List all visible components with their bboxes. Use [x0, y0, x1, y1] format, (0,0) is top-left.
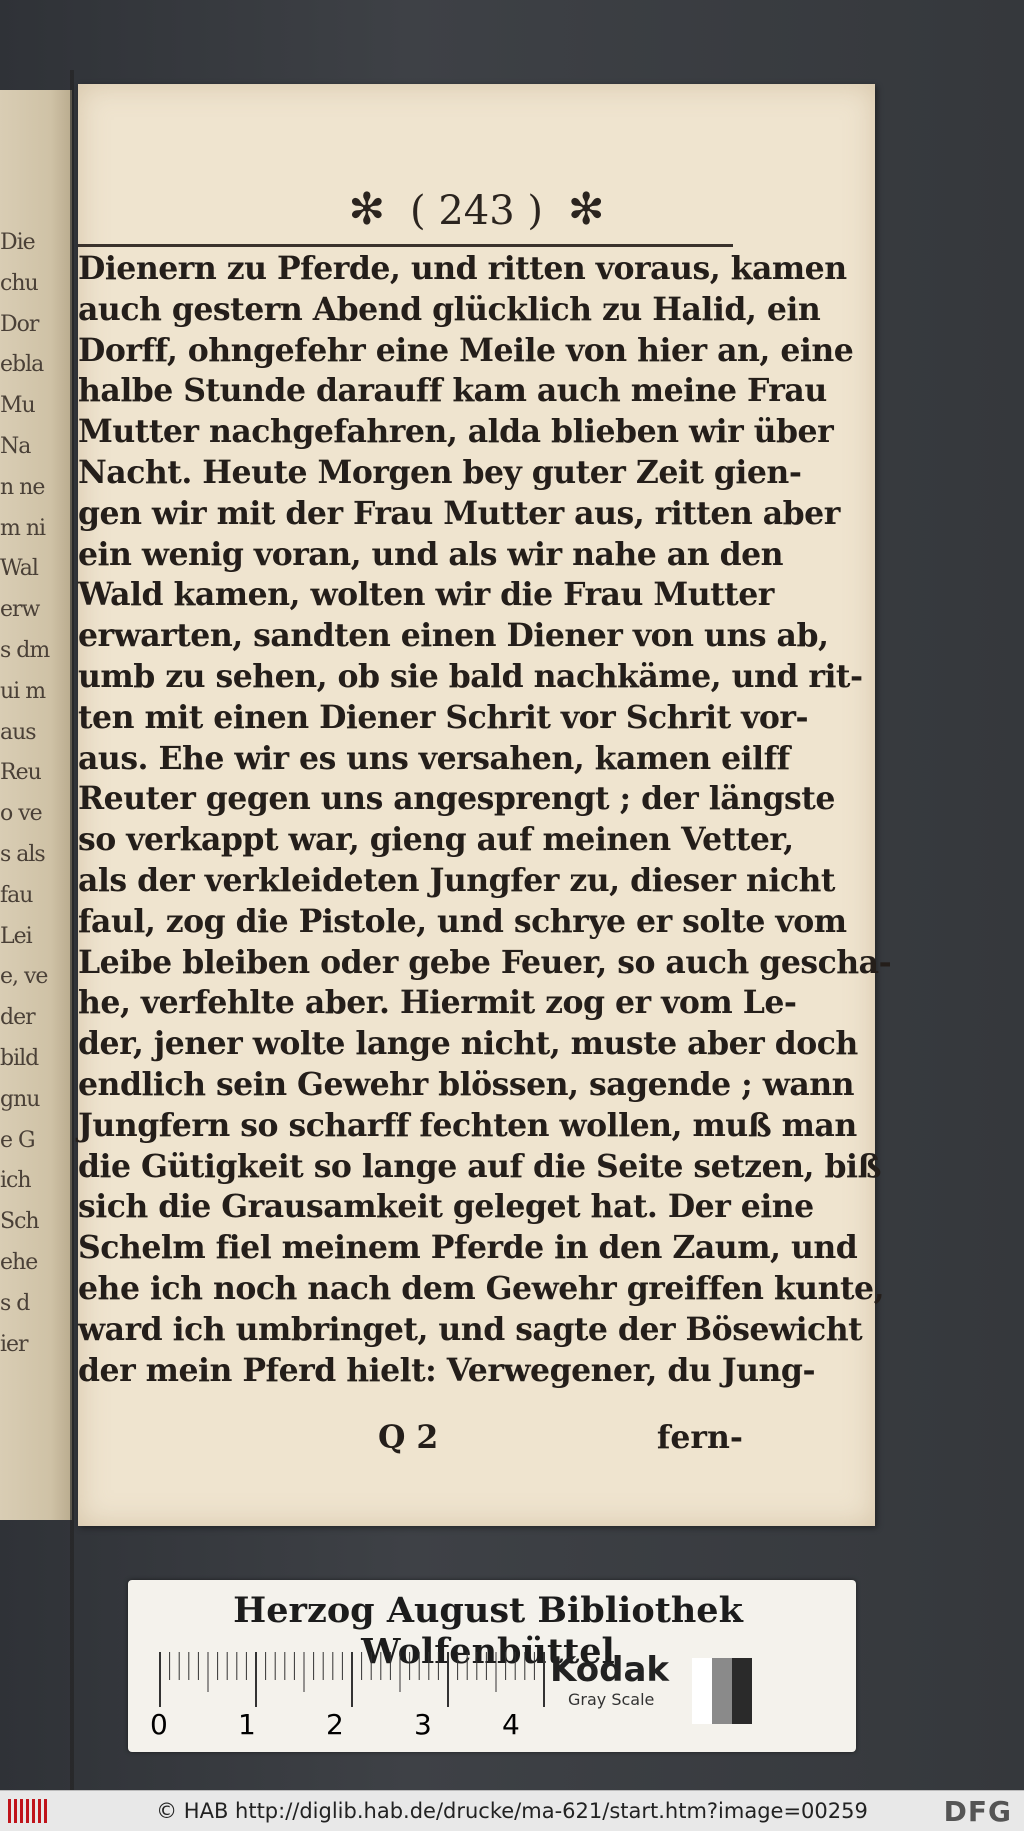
- text-line: Nacht. Heute Morgen bey guter Zeit gien-: [78, 453, 802, 491]
- text-line: umb zu sehen, ob sie bald nachkäme, und rit-: [78, 657, 863, 695]
- facing-page-fragment: s dm: [0, 638, 50, 663]
- text-line: sich die Grausamkeit geleget hat. Der eine: [78, 1188, 814, 1226]
- text-line: auch gestern Abend glücklich zu Halid, ein: [78, 290, 821, 328]
- facing-page-fragment: Lei: [0, 923, 32, 949]
- text-line: Schelm fiel meinem Pferde in den Zaum, und: [78, 1229, 858, 1267]
- gray-swatch: [732, 1658, 752, 1724]
- asterism-icon: ✻: [348, 184, 386, 235]
- gray-swatch: [712, 1658, 732, 1724]
- text-line: Dienern zu Pferde, und ritten voraus, kamen: [78, 250, 847, 287]
- facing-page-fragment: n ne: [0, 474, 45, 500]
- facing-page-fragment: fau: [0, 882, 33, 908]
- facing-page-fragment: ebla: [0, 352, 44, 378]
- facing-page-fragment: chu: [0, 270, 38, 296]
- facing-page-fragment: erw: [0, 597, 40, 623]
- facing-page-fragment: Dor: [0, 311, 39, 337]
- text-line: endlich sein Gewehr blössen, sagende ; wann: [78, 1065, 855, 1103]
- dfg-logo: DFG: [943, 1795, 1012, 1828]
- facing-page-fragment: aus: [0, 719, 36, 745]
- text-line: Jungfern so scharff fechten wollen, muß man: [78, 1106, 857, 1144]
- facing-page-fragment: Sch: [0, 1209, 39, 1235]
- page-header: [78, 184, 875, 235]
- text-line: halbe Stunde darauff kam auch meine Frau: [78, 372, 827, 410]
- scale-ruler: [158, 1652, 558, 1712]
- text-line: Dorff, ohngefehr eine Meile von hier an, eine: [78, 331, 854, 369]
- facing-page-fragment: Reu: [0, 760, 41, 786]
- header-rule: [78, 244, 733, 247]
- facing-page-fragment: ehe: [0, 1250, 38, 1275]
- facing-page-fragment: Na: [0, 434, 31, 459]
- facing-page-fragment: ich: [0, 1168, 31, 1194]
- ruler-number: 0: [150, 1708, 168, 1741]
- source-credit[interactable]: © HAB http://diglib.hab.de/drucke/ma-621/start.htm?image=00259: [156, 1799, 868, 1823]
- library-name: Herzog August Bibliothek Wolfenbüttel: [233, 1590, 743, 1672]
- page-text: [78, 249, 892, 1391]
- viewer-footer-bar: [0, 1790, 1024, 1831]
- page-number: ( 243 ): [410, 188, 543, 234]
- facing-page-fragment: e, ve: [0, 964, 48, 990]
- facing-page-edge: [0, 90, 72, 1520]
- text-line: der, jener wolte lange nicht, muste aber doch: [78, 1025, 858, 1063]
- facing-page-fragment: m ni: [0, 515, 46, 541]
- text-line: die Gütigkeit so lange auf die Seite setzen, biß: [78, 1147, 881, 1185]
- text-line: Reuter gegen uns angesprengt ; der längste: [78, 780, 835, 818]
- catchword: fern-: [656, 1419, 743, 1456]
- book-spine: [70, 70, 74, 1790]
- text-line: ehe ich noch nach dem Gewehr greiffen kunte,: [78, 1269, 885, 1307]
- gray-swatch: [692, 1658, 712, 1724]
- ruler-number: 2: [326, 1708, 344, 1741]
- facing-page-fragment: s als: [0, 842, 45, 867]
- text-line: erwarten, sandten einen Diener von uns ab,: [78, 617, 829, 655]
- ruler-number: 4: [502, 1708, 520, 1741]
- text-line: Leibe bleiben oder gebe Feuer, so auch gescha-: [78, 943, 892, 981]
- color-target-card: [128, 1580, 856, 1752]
- facing-page-fragment: Die: [0, 230, 35, 255]
- signature-mark: Q 2: [378, 1419, 439, 1456]
- text-line: Wald kamen, wolten wir die Frau Mutter: [78, 576, 774, 614]
- facing-page-fragment: Wal: [0, 556, 38, 582]
- text-line: als der verkleideten Jungfer zu, dieser nicht: [78, 861, 835, 899]
- kodak-logo: Kodak: [550, 1650, 669, 1690]
- gray-scale-label: Gray Scale: [568, 1690, 655, 1709]
- text-line: der mein Pferd hielt: Verwegener, du Jung-: [78, 1351, 816, 1389]
- facing-page-fragment: der: [0, 1005, 35, 1031]
- facing-page-fragment: o ve: [0, 801, 42, 827]
- asterism-icon: ✻: [567, 184, 605, 235]
- page-footer: [78, 1419, 743, 1461]
- facing-page-fragment: bild: [0, 1046, 39, 1071]
- facing-page-fragment: s d: [0, 1290, 30, 1316]
- ruler-number: 1: [238, 1708, 256, 1741]
- facing-page-fragment: e G: [0, 1127, 35, 1153]
- text-line: he, verfehlte aber. Hiermit zog er vom Le-: [78, 984, 797, 1022]
- text-line: ward ich umbringet, und sagte der Bösewicht: [78, 1310, 863, 1348]
- facing-page-fragment: gnu: [0, 1086, 40, 1112]
- text-line: gen wir mit der Frau Mutter aus, ritten aber: [78, 494, 840, 532]
- facing-page-fragment: ier: [0, 1331, 28, 1357]
- gray-swatches: [692, 1658, 752, 1724]
- facing-page-fragment: ui m: [0, 678, 46, 704]
- text-line: ein wenig voran, und als wir nahe an den: [78, 535, 784, 573]
- text-line: faul, zog die Pistole, und schrye er solte vom: [78, 902, 847, 940]
- book-page: [78, 84, 892, 1526]
- text-line: aus. Ehe wir es uns versahen, kamen eilff: [78, 739, 790, 777]
- text-line: ten mit einen Diener Schrit vor Schrit vor-: [78, 698, 809, 736]
- text-line: so verkappt war, gieng auf meinen Vetter,: [78, 821, 794, 859]
- facing-page-fragment: Mu: [0, 393, 35, 419]
- text-line: Mutter nachgefahren, alda blieben wir über: [78, 413, 834, 451]
- ruler-number: 3: [414, 1708, 432, 1741]
